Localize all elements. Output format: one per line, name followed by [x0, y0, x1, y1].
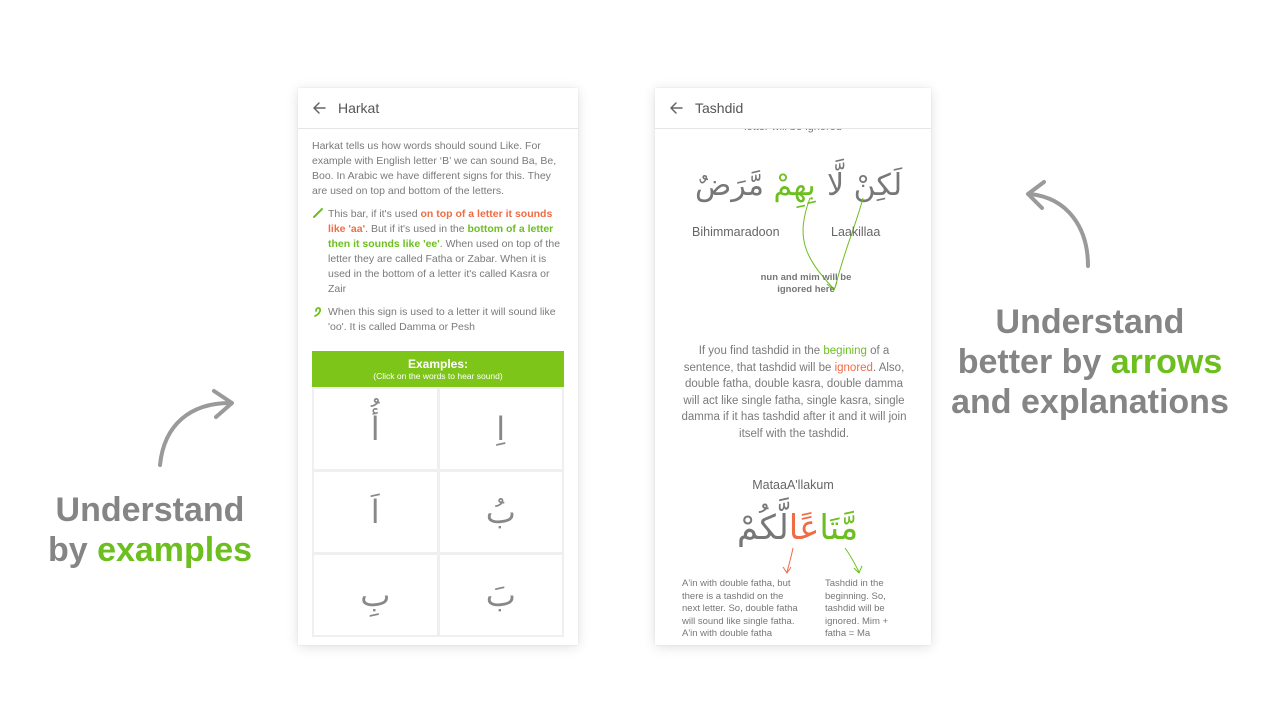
arabic-word-bihimmaradoon[interactable]: بِهِمْ مَّرَضٌ — [695, 168, 816, 203]
app-bar — [298, 88, 578, 129]
example-word[interactable]: اَ — [314, 472, 437, 552]
promo-line: and explanations — [951, 383, 1229, 421]
example-word[interactable]: بَ — [440, 555, 563, 635]
promo-line: Understand — [55, 491, 245, 529]
promo-text-examples — [30, 490, 270, 570]
explanation-right: Tashdid in the beginning. So, tashdid will be ignored. Mim + fatha = Ma — [825, 578, 889, 639]
bullet-text: When this sign is used to a letter it will sound like 'oo'. It is called Damma or Pesh — [328, 306, 556, 333]
arrow-note: nun and mim will be ignored here — [760, 272, 852, 295]
explanation-arrows — [775, 546, 875, 576]
page-title: Tashdid — [695, 100, 744, 116]
lesson-content — [298, 129, 578, 335]
examples-subtitle: (Click on the words to hear sound) — [373, 371, 503, 381]
harkat-screen — [298, 88, 578, 645]
pen-bar-icon — [312, 207, 328, 297]
word-label: Bihimmaradoon — [692, 225, 780, 239]
app-bar — [655, 88, 931, 129]
curved-arrow-icon — [1018, 178, 1098, 273]
promo-text-arrows — [945, 302, 1235, 422]
damma-icon — [312, 305, 328, 335]
promo-line: Understand — [995, 303, 1185, 341]
arabic-word-laakillaa[interactable]: لَكِن لَّا — [827, 168, 903, 203]
example-word[interactable]: بِ — [314, 555, 437, 635]
tashdid-explanation: If you find tashdid in the begining of a sentence, that tashdid will be ignored. Also, double fatha, double kasra, double damma will act like single fatha, single kasra, single damma if it has tashdid after it and it will join itself with the tashdid. — [681, 345, 907, 440]
list-item — [312, 207, 564, 297]
arrow-left-icon[interactable] — [312, 101, 326, 115]
example-word[interactable]: اِ — [440, 389, 563, 469]
example-word[interactable]: أُ — [314, 389, 437, 469]
word-title: MataaA'llakum — [752, 478, 834, 492]
examples-header — [312, 351, 564, 387]
examples-grid — [312, 387, 564, 637]
tashdid-screen — [655, 88, 931, 645]
word-label: Laakillaa — [831, 225, 881, 239]
explanation-left: A'in with double fatha, but there is a tashdid on the next letter. So, double fatha will sound like single fatha. A'in with double fatha — [682, 578, 798, 639]
promo-highlight: examples — [97, 531, 253, 569]
examples-title: Examples: — [407, 357, 469, 371]
list-item — [312, 305, 564, 335]
curved-arrow-icon — [150, 385, 245, 475]
promo-line: by examples — [47, 531, 253, 569]
promo-line: better by arrows — [957, 343, 1223, 381]
example-word[interactable]: بُ — [440, 472, 563, 552]
arabic-word-mataaallakum[interactable]: مَّتَاعًالَّكُمْ — [737, 508, 859, 548]
intro-text: Harkat tells us how words should sound Like. For example with English letter ‘B’ we can sound Ba, Be, Boo. In Arabic we have different signs for this. They are used on top and bottom of the letters. — [312, 140, 557, 197]
arrow-left-icon[interactable] — [669, 101, 683, 115]
page-title: Harkat — [338, 100, 380, 116]
bullet-text: This bar, if it's used on top of a letter it sounds like 'aa'. But if it's used in the bottom of a letter then it sounds like 'ee'. When used on top of the letter they are called Fatha or Zabar. When it is used in the bottom of a letter it's called Kasra or Zair — [328, 208, 561, 295]
promo-highlight: arrows — [1110, 343, 1223, 381]
